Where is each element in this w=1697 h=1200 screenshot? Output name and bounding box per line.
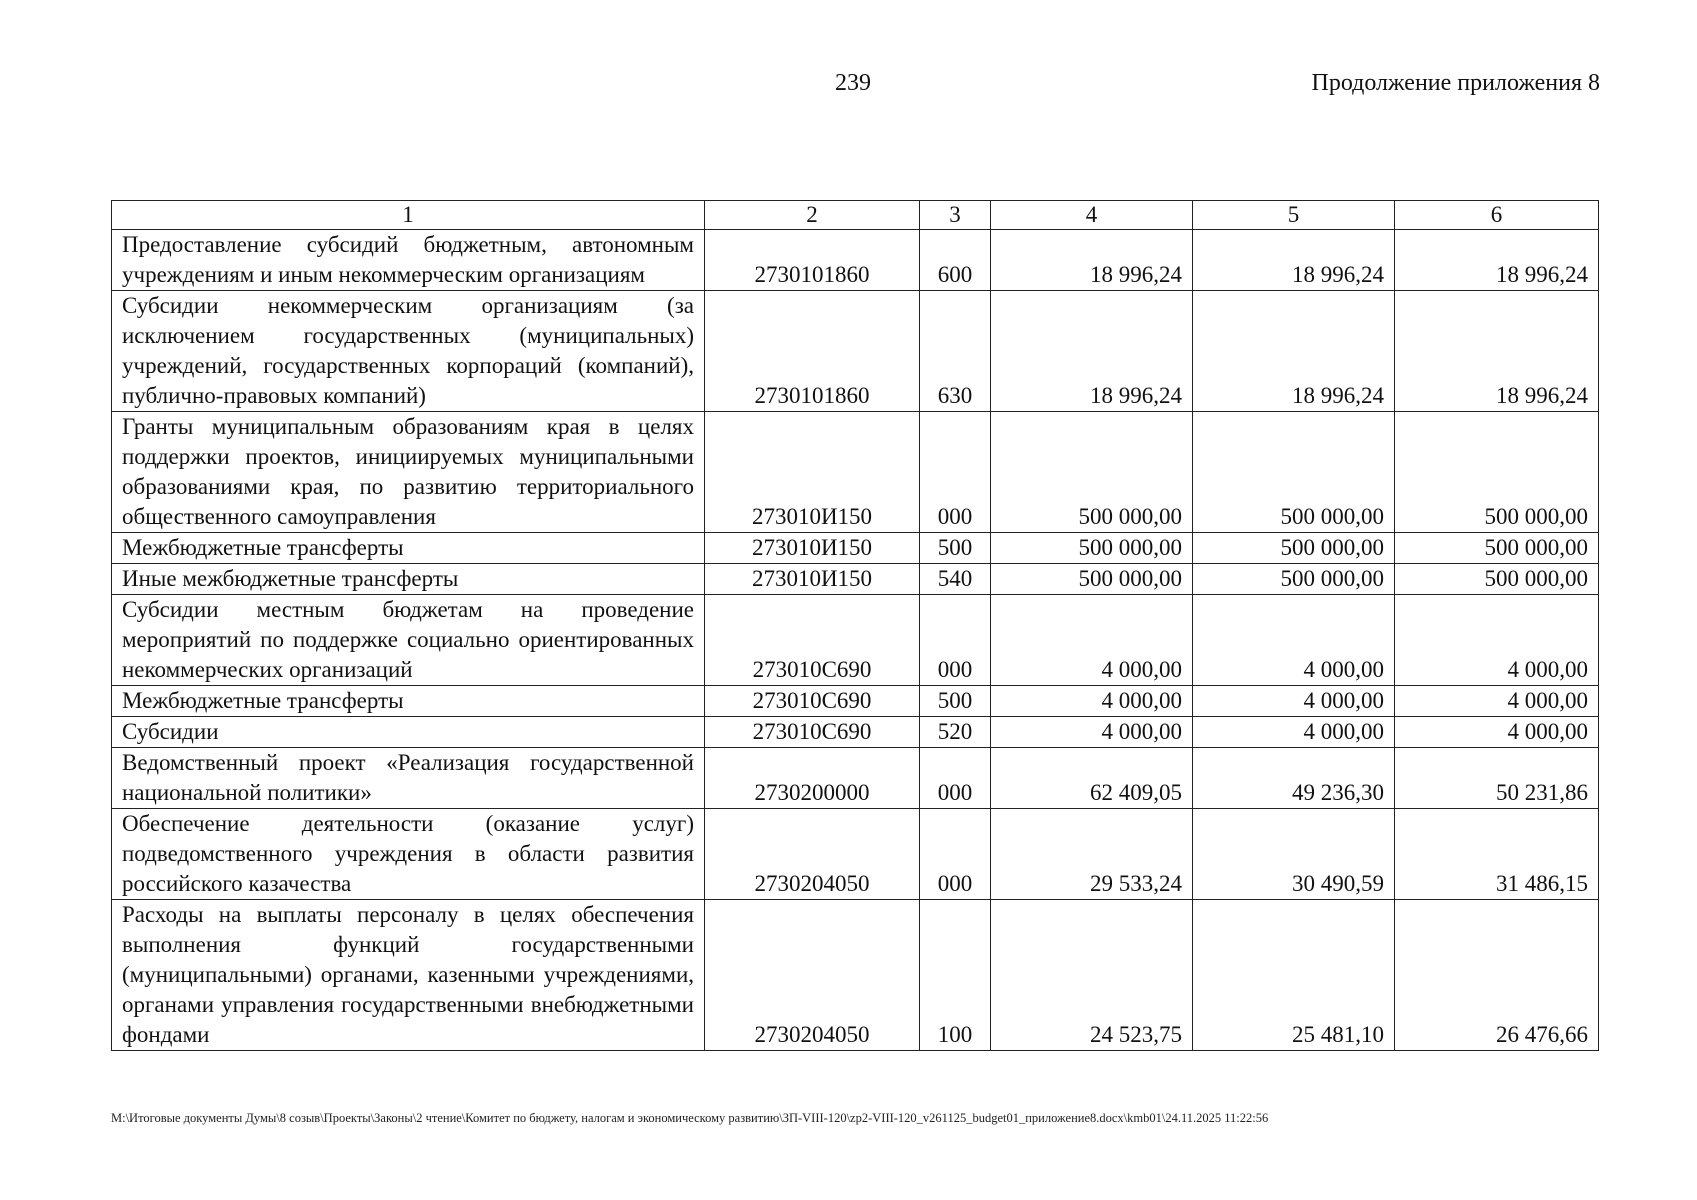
expense-type-cell: 630	[920, 291, 991, 412]
amount-col4-cell: 62 409,05	[991, 748, 1193, 809]
expense-name-cell: Обеспечение деятельности (оказание услуг) подведомственного учреждения в области развития российского казачества	[112, 809, 705, 900]
target-code-cell: 2730204050	[705, 900, 920, 1051]
expense-type-cell: 500	[920, 686, 991, 717]
expense-type-cell: 540	[920, 564, 991, 595]
amount-col4-cell: 4 000,00	[991, 717, 1193, 748]
expense-type-cell: 500	[920, 533, 991, 564]
amount-col5-cell: 18 996,24	[1193, 291, 1395, 412]
target-code-cell: 273010С690	[705, 595, 920, 686]
target-code-cell: 2730101860	[705, 291, 920, 412]
amount-col5-cell: 4 000,00	[1193, 686, 1395, 717]
amount-col5-cell: 49 236,30	[1193, 748, 1395, 809]
table-row	[112, 412, 1599, 533]
table-row	[112, 900, 1599, 1051]
target-code-cell: 273010С690	[705, 717, 920, 748]
table-row	[112, 230, 1599, 291]
expense-name-cell: Субсидии	[112, 717, 705, 748]
target-code-cell: 273010И150	[705, 412, 920, 533]
expense-type-cell: 000	[920, 748, 991, 809]
expense-name-cell: Гранты муниципальным образованиям края в целях поддержки проектов, инициируемых муниципальными образованиями края, по развитию территориального общественного самоуправления	[112, 412, 705, 533]
table-row	[112, 291, 1599, 412]
amount-col6-cell: 500 000,00	[1395, 412, 1599, 533]
amount-col5-cell: 500 000,00	[1193, 533, 1395, 564]
target-code-cell: 2730200000	[705, 748, 920, 809]
amount-col6-cell: 4 000,00	[1395, 595, 1599, 686]
expense-name-cell: Предоставление субсидий бюджетным, автономным учреждениям и иным некоммерческим организациям	[112, 230, 705, 291]
amount-col6-cell: 4 000,00	[1395, 717, 1599, 748]
table-row	[112, 595, 1599, 686]
table-row	[112, 748, 1599, 809]
target-code-cell: 273010И150	[705, 564, 920, 595]
column-header: 5	[1193, 201, 1395, 230]
expense-type-cell: 100	[920, 900, 991, 1051]
document-file-path: M:\Итоговые документы Думы\8 созыв\Проекты\Законы\2 чтение\Комитет по бюджету, налогам и экономическому развитию\ЗП-VIII-120\zp2-VIII-120_v261125_budget01_приложение8.docx\kmb01\24.11.2025 11:22:56	[111, 1111, 1269, 1125]
amount-col6-cell: 50 231,86	[1395, 748, 1599, 809]
amount-col5-cell: 30 490,59	[1193, 809, 1395, 900]
appendix-continuation-note: Продолжение приложения 8	[1311, 70, 1600, 96]
amount-col6-cell: 18 996,24	[1395, 291, 1599, 412]
amount-col5-cell: 4 000,00	[1193, 595, 1395, 686]
amount-col4-cell: 18 996,24	[991, 230, 1193, 291]
expense-name-cell: Иные межбюджетные трансферты	[112, 564, 705, 595]
amount-col4-cell: 18 996,24	[991, 291, 1193, 412]
table-row	[112, 809, 1599, 900]
budget-table	[111, 200, 1599, 1051]
table-row	[112, 717, 1599, 748]
amount-col6-cell: 26 476,66	[1395, 900, 1599, 1051]
column-header: 2	[705, 201, 920, 230]
amount-col4-cell: 4 000,00	[991, 595, 1193, 686]
amount-col5-cell: 18 996,24	[1193, 230, 1395, 291]
amount-col5-cell: 500 000,00	[1193, 564, 1395, 595]
expense-type-cell: 000	[920, 412, 991, 533]
table-row	[112, 564, 1599, 595]
column-header: 4	[991, 201, 1193, 230]
column-header: 3	[920, 201, 991, 230]
amount-col4-cell: 29 533,24	[991, 809, 1193, 900]
amount-col4-cell: 500 000,00	[991, 533, 1193, 564]
target-code-cell: 2730204050	[705, 809, 920, 900]
expense-type-cell: 000	[920, 809, 991, 900]
amount-col4-cell: 4 000,00	[991, 686, 1193, 717]
target-code-cell: 273010С690	[705, 686, 920, 717]
amount-col4-cell: 24 523,75	[991, 900, 1193, 1051]
amount-col6-cell: 31 486,15	[1395, 809, 1599, 900]
table-row	[112, 533, 1599, 564]
amount-col5-cell: 500 000,00	[1193, 412, 1395, 533]
expense-name-cell: Субсидии местным бюджетам на проведение мероприятий по поддержке социально ориентированных некоммерческих организаций	[112, 595, 705, 686]
expense-type-cell: 520	[920, 717, 991, 748]
amount-col4-cell: 500 000,00	[991, 564, 1193, 595]
expense-name-cell: Расходы на выплаты персоналу в целях обеспечения выполнения функций государственными (муниципальными) органами, казенными учреждениями, органами управления государственными внебюджетными фондами	[112, 900, 705, 1051]
target-code-cell: 2730101860	[705, 230, 920, 291]
table-header-row	[112, 201, 1599, 230]
amount-col6-cell: 4 000,00	[1395, 686, 1599, 717]
table-row	[112, 686, 1599, 717]
expense-name-cell: Субсидии некоммерческим организациям (за исключением государственных (муниципальных) учреждений, государственных корпораций (компаний), публично-правовых компаний)	[112, 291, 705, 412]
amount-col6-cell: 500 000,00	[1395, 533, 1599, 564]
expense-type-cell: 000	[920, 595, 991, 686]
page-number: 239	[835, 70, 871, 96]
expense-name-cell: Межбюджетные трансферты	[112, 686, 705, 717]
target-code-cell: 273010И150	[705, 533, 920, 564]
amount-col5-cell: 25 481,10	[1193, 900, 1395, 1051]
expense-name-cell: Межбюджетные трансферты	[112, 533, 705, 564]
column-header: 6	[1395, 201, 1599, 230]
amount-col5-cell: 4 000,00	[1193, 717, 1395, 748]
expense-name-cell: Ведомственный проект «Реализация государственной национальной политики»	[112, 748, 705, 809]
amount-col6-cell: 500 000,00	[1395, 564, 1599, 595]
amount-col4-cell: 500 000,00	[991, 412, 1193, 533]
column-header: 1	[112, 201, 705, 230]
expense-type-cell: 600	[920, 230, 991, 291]
amount-col6-cell: 18 996,24	[1395, 230, 1599, 291]
